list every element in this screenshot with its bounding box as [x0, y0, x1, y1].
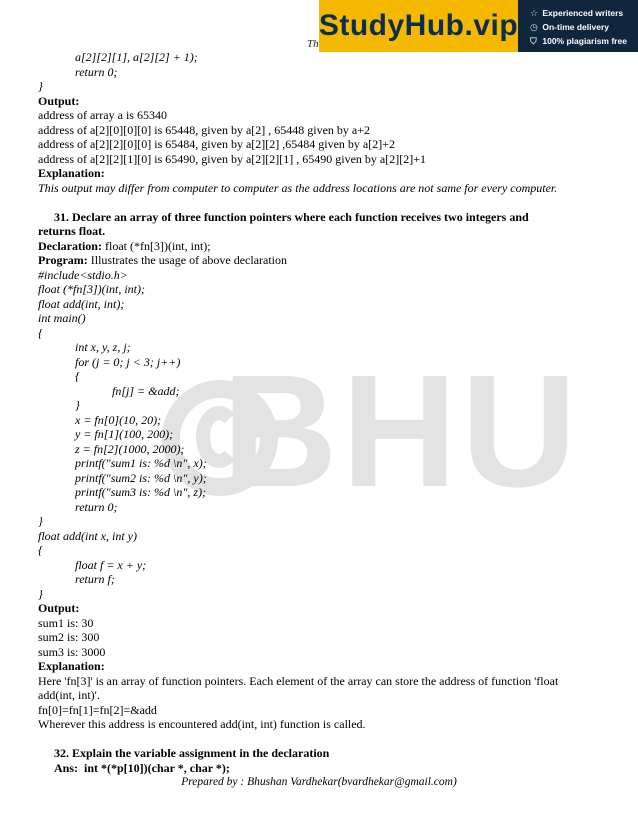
code-line: #include<stdio.h> [38, 267, 128, 282]
code-line: } [38, 79, 43, 93]
output-line: sum2 is: 300 [38, 630, 100, 644]
badge-plagiarism-free [530, 34, 638, 48]
code-line: printf("sum1 is: %d \n", x); [75, 456, 207, 470]
code-line: printf("sum3 is: %d \n", z); [75, 485, 207, 499]
shield-icon: ⛉ [530, 36, 537, 46]
code-line: int main() [38, 311, 86, 325]
code-line: float (*fn[3])(int, int); [38, 282, 145, 296]
document-body [38, 50, 598, 775]
code-line: float add(int, int); [38, 296, 125, 311]
code-line: return 0; [75, 499, 118, 514]
code-line: } [75, 398, 80, 412]
watermark-text: BHU [222, 341, 581, 520]
output-line: sum3 is: 3000 [38, 644, 106, 659]
header-fragment: Th [307, 38, 319, 50]
explanation-heading: Explanation: [38, 166, 105, 180]
program-text: Illustrates the usage of above declaration [87, 253, 288, 267]
code-line: { [38, 543, 43, 557]
code-line: y = fn[1](100, 200); [75, 427, 174, 441]
code-line: for (j = 0; j < 3; j++) [75, 354, 181, 369]
question-32-answer: Ans: int *(*p[10])(char *, char *); [54, 760, 230, 775]
explanation-text: This output may differ from computer to computer as the address locations are not same for every computer. [38, 180, 558, 195]
output-line: address of a[2][2][1][0] is 65490, given by a[2][2][1] , 65490 given by a[2][2]+1 [38, 151, 426, 166]
code-line: fn[j] = &add; [112, 383, 180, 398]
code-line: x = fn[0](10, 20); [75, 412, 162, 427]
badge-label: 100% plagiarism free [542, 36, 627, 46]
declaration-text: float (*fn[3])(int, int); [101, 238, 211, 253]
output-line: address of array a is 65340 [38, 108, 167, 122]
question-32-title: 32. Explain the variable assignment in the declaration [54, 746, 330, 760]
output-line: address of a[2][2][0][0] is 65484, given by a[2][2] ,65484 given by a[2]+2 [38, 137, 395, 151]
code-line: return 0; [75, 64, 118, 79]
explanation-text: Here 'fn[3]' is an array of function pointers. Each element of the array can store the address of function 'float add(int, int)'. [38, 673, 559, 702]
code-line: } [38, 586, 43, 601]
code-line: z = fn[2](1000, 2000); [75, 441, 185, 456]
explanation-text: Wherever this address is encountered add(int, int) function is called. [38, 717, 366, 731]
code-line: float add(int x, int y) [38, 528, 137, 543]
code-line: a[2][2][1], a[2][2] + 1); [75, 50, 198, 64]
page-footer: Prepared by : Bhushan Vardhekar(bvardhekar@gmail.com) [181, 776, 457, 788]
output-heading: Output: [38, 93, 80, 108]
badge-on-time-delivery [530, 20, 638, 34]
program-line [38, 253, 598, 268]
explanation-text: fn[0]=fn[1]=fn[2]=&add [38, 702, 157, 717]
code-line: return f; [75, 572, 115, 586]
brand-logo[interactable] [319, 0, 518, 52]
code-line: float f = x + y; [75, 557, 147, 572]
code-line: { [38, 325, 43, 340]
brand-name: StudyHub.vip [318, 9, 519, 42]
question-31-title-cont: returns float. [38, 224, 106, 238]
code-line: printf("sum2 is: %d \n", y); [75, 470, 207, 485]
code-line: } [38, 514, 43, 528]
output-line: address of a[2][0][0][0] is 65448, given by a[2] , 65448 given by a+2 [38, 122, 371, 137]
declaration-line [38, 239, 598, 254]
output-line: sum1 is: 30 [38, 615, 94, 630]
feature-badges [518, 0, 638, 52]
badge-label: Experienced writers [542, 8, 624, 18]
question-31-title: 31. Declare an array of three function pointers where each function receives two integers and [54, 209, 529, 224]
studyhub-banner[interactable] [319, 0, 638, 52]
code-line: { [75, 369, 80, 383]
code-line: int x, y, z, j; [75, 340, 131, 354]
badge-label: On-time delivery [542, 22, 609, 32]
declaration-label: Declaration: [38, 238, 102, 253]
star-icon: ☆ [530, 8, 539, 18]
badge-experienced-writers [530, 6, 638, 20]
output-heading: Output: [38, 601, 80, 615]
program-label: Program: [38, 253, 88, 267]
explanation-heading: Explanation: [38, 659, 105, 673]
clock-icon: ◷ [530, 22, 538, 32]
